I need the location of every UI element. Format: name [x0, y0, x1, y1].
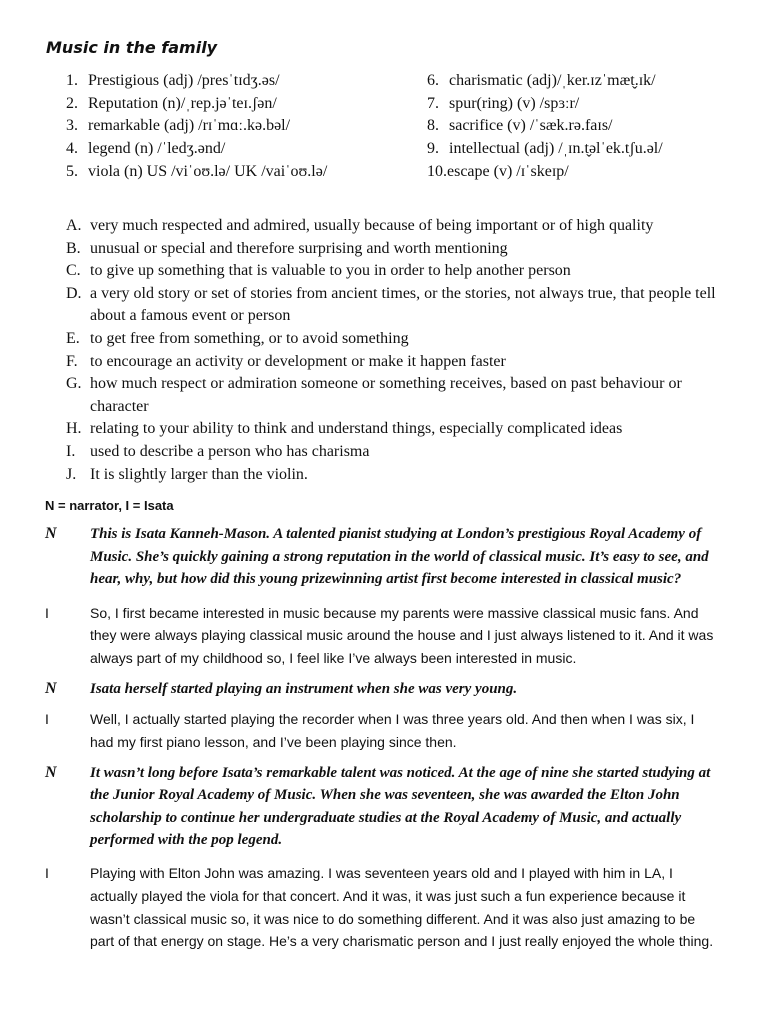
vocab-item — [427, 70, 663, 93]
definition-item — [66, 328, 726, 351]
vocabulary-list-left — [66, 70, 327, 183]
vocabulary-list-right — [427, 70, 663, 183]
definition-text: to get free from something, or to avoid something — [90, 329, 409, 347]
definition-text: It is slightly larger than the violin. — [90, 465, 308, 483]
definition-text: used to describe a person who has charisma — [90, 442, 370, 460]
definition-item — [66, 373, 726, 418]
vocab-item — [427, 138, 663, 161]
speaker-legend: N = narrator, I = Isata — [45, 498, 174, 513]
vocab-term: Reputation (n)/ˌrep.jəˈteɪ.ʃən/ — [88, 94, 277, 112]
definition-text: to encourage an activity or development or make it happen faster — [90, 352, 506, 370]
speaker-label: I — [45, 711, 49, 728]
vocab-term: charismatic (adj)/ˌker.ɪzˈmæt̬.ɪk/ — [449, 72, 656, 89]
vocab-number: 4. — [66, 140, 78, 158]
turn-text: This is Isata Kanneh-Mason. A talented pianist studying at London’s prestigious Royal Academy of Music. She’s quickly gaining a strong reputation in the world of classical music. It’s easy to see, and hear, why, but how did this young prizewinning artist first become interested in classical music? — [90, 526, 709, 587]
definition-item — [66, 283, 726, 328]
vocab-term: remarkable (adj) /rɪˈmɑː.kə.bəl/ — [88, 117, 291, 135]
vocab-number: 1. — [66, 72, 78, 89]
transcript-turn — [45, 678, 715, 701]
vocab-term: legend (n) /ˈledʒ.ənd/ — [88, 140, 226, 158]
transcript-turn — [45, 602, 715, 670]
vocab-number: 2. — [66, 94, 78, 112]
vocab-number: 9. — [427, 140, 439, 158]
speaker-label: I — [45, 604, 49, 621]
page-title: Music in the family — [46, 38, 218, 57]
transcript — [45, 523, 715, 953]
vocab-item — [66, 70, 327, 93]
transcript-turn — [45, 862, 715, 953]
definition-letter: J. — [66, 465, 77, 483]
definition-letter: B. — [66, 239, 81, 257]
speaker-label: N — [45, 763, 57, 781]
definition-letter: A. — [66, 217, 82, 234]
speaker-label: I — [45, 864, 49, 881]
vocab-term: escape (v) /ɪˈskeɪp/ — [447, 162, 569, 180]
turn-text: Playing with Elton John was amazing. I was seventeen years old and I played with him in LA, I actually played the viola for that concert. And it was, it was just such a fun experience because it wasn’t classical music so, it was nice to do something different. And it was also just amazing to be part of that energy on stage. He’s a very charismatic person and I just really enjoyed the whole thing. — [90, 864, 714, 950]
vocab-number: 3. — [66, 117, 78, 135]
vocab-item — [66, 161, 327, 184]
definition-text: relating to your ability to think and understand things, especially complicated ideas — [90, 420, 623, 438]
vocab-item — [427, 115, 663, 138]
vocab-term: viola (n) US /viˈoʊ.lə/ UK /vaiˈoʊ.lə/ — [88, 162, 328, 180]
vocab-number: 7. — [427, 94, 439, 112]
definition-letter: D. — [66, 284, 82, 302]
transcript-turn — [45, 523, 715, 591]
definitions-list — [66, 215, 726, 486]
vocab-item — [427, 161, 663, 184]
definition-item — [66, 215, 726, 238]
definition-letter: I. — [66, 442, 76, 460]
transcript-turn — [45, 708, 715, 754]
vocab-number: 5. — [66, 162, 78, 180]
definition-item — [66, 238, 726, 261]
transcript-turn — [45, 762, 715, 852]
definition-text: how much respect or admiration someone or something receives, based on past behaviour or character — [90, 375, 682, 415]
vocab-item — [66, 115, 327, 138]
vocab-term: intellectual (adj) /ˌɪn.t̬əlˈek.tʃu.əl/ — [449, 140, 663, 158]
definition-letter: F. — [66, 352, 78, 370]
vocab-term: sacrifice (v) /ˈsæk.rə.faɪs/ — [449, 117, 613, 135]
turn-text: It wasn’t long before Isata’s remarkable talent was noticed. At the age of nine she started studying at the Junior Royal Academy of Music. When she was seventeen, she was awarded the Elton John scholarship to continue her undergraduate studies at the Royal Academy of Music, and actually performed with the pop legend. — [90, 764, 711, 849]
vocab-number: 10. — [427, 162, 447, 180]
speaker-label: N — [45, 525, 57, 542]
definition-letter: E. — [66, 329, 80, 347]
vocab-term: Prestigious (adj) /presˈtɪdʒ.əs/ — [88, 72, 280, 89]
definition-item — [66, 441, 726, 464]
vocab-item — [427, 93, 663, 116]
vocab-number: 8. — [427, 117, 439, 135]
definition-letter: H. — [66, 420, 82, 438]
turn-text: Well, I actually started playing the recorder when I was three years old. And then when I was six, I had my first piano lesson, and I’ve been playing since then. — [90, 711, 695, 751]
definition-text: very much respected and admired, usually because of being important or of high quality — [90, 217, 654, 234]
definition-item — [66, 464, 726, 487]
definition-item — [66, 418, 726, 441]
definition-text: to give up something that is valuable to you in order to help another person — [90, 262, 571, 280]
definition-item — [66, 260, 726, 283]
definition-item — [66, 351, 726, 374]
vocab-item — [66, 93, 327, 116]
vocab-term: spur(ring) (v) /spɜːr/ — [449, 94, 580, 112]
definition-text: unusual or special and therefore surprising and worth mentioning — [90, 239, 508, 257]
turn-text: Isata herself started playing an instrument when she was very young. — [90, 680, 518, 697]
vocab-item — [66, 138, 327, 161]
turn-text: So, I first became interested in music because my parents were massive classical music fans. And they were always playing classical music around the house and I just always listened to it. And it was always part of my childhood so, I feel like I’ve always been interested in music. — [90, 604, 714, 667]
speaker-label: N — [45, 679, 57, 697]
definition-text: a very old story or set of stories from ancient times, or the stories, not always true, that people tell about a famous event or person — [90, 284, 716, 325]
vocab-number: 6. — [427, 72, 439, 89]
definition-letter: C. — [66, 262, 81, 280]
definition-letter: G. — [66, 375, 82, 393]
